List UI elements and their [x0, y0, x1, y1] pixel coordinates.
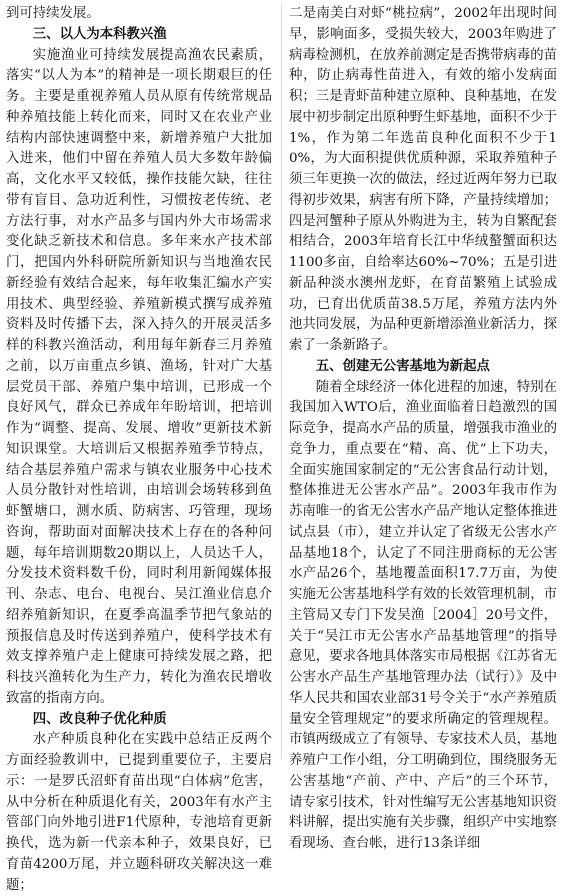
section-4-paragraph: 水产种质良种化在实践中总结正反两个方面经验教训中，已提到重要位子，主要启示：一是罗氏沼虾育苗出现“白体病”危害，从中分析在种质退化有关，2003年有水产主管部门向外地引进F1代原种，专池培育更新换代，选为新一代亲本种子，效果良好，已育苗4200万尾，并立题科研攻关解决这一难题；	[6, 732, 272, 893]
section-heading-3: 三、以人为本科教兴渔	[32, 26, 167, 42]
section-5-paragraph: 随着全球经济一体化进程的加速，特别在我国加入WTO后，渔业面临着日趋激烈的国际竞争，提高水产品的质量，增强我市渔业的竞争力，重点要在“精、高、优”上下功夫，全面实施国家制定的“无公害食品行动计划，整体推进无公害水产品”。2003年我市作为苏南唯一的省无公害水产品产地认定整体推进试点县（市），建立并认定了省级无公害水产品基地18个，认定了不同注册商标的无公害水产品26个，基地覆盖面积17.7万亩，为使实施无公害基地科学有效的长效管理机制，市主管局又专门下发吴渔［2004］20号文件，关于“吴江市无公害水产品基地管理”的指导意见，要求各地具体落实市局根据《江苏省无公害水产品生产基地管理办法（试行）》及中华人民共和国农业部31号令关于“水产养殖质量安全管理规定”的要求所确定的管理规程。市镇两级成立了有领导、专家技术人员，基地养殖户工作小组，分工明确到位，围绕服务无公害基地“产前、产中、产后”的三个环节，请专家引技术，针对性编写无公害基地知识资料讲解，提出实施有关步骤，组织产中实地察看现场、查台帐，进行13条详细	[289, 379, 557, 851]
left-column	[6, 4, 272, 896]
section-4-paragraph-continued: 二是南美白对虾“桃拉病”，2002年出现时间早，影响面多，受损失较大，2003年购进了病毒检测机，在放养前测定是否携带病毒的苗种，防止病毒性苗进入，有效的缩小发病面积；三是青虾苗种建立原种、良种基地，在发展中初步制定出原种野生虾基地，面积不少于1%，作为第二年选苗良种化面积不少于10%，为大面积提供优质种源，采取养殖种子须三年更换一次的做法，经过近两年努力已取得初步效果，病害有所下降，产量持续增加；四是河蟹种子原从外购进为主，转为自繁配套相结合，2003年培育长江中华绒螯蟹面积达1100多亩，自给率达60%~70%；五是引进新品种淡水澳州龙虾，在育苗繁殖上试验成功，已育出优质苗38.5万尾，养殖方法内外池共同发展，为品种更新增添渔业新活力，探索了一条新路子。	[289, 6, 557, 353]
column-divider	[281, 4, 282, 759]
section-heading-5: 五、创建无公害基地为新起点	[315, 358, 490, 374]
section-heading-4: 四、改良种子优化种质	[32, 711, 167, 727]
right-column	[289, 4, 557, 855]
section-3-paragraph: 实施渔业可持续发展提高渔农民素质，落实“以人为本”的精神是一项长期艰巨的任务。主要是重视养殖人员从原有传统常规品种养殖技能上转化而来，同时又在农业产业结构内部快速调整中来，新增养殖户大批加入进来，他们中留在养殖人员大多数年龄偏高，文化水平又较低，操作技能欠缺，往往带有盲目、急功近利性，习惯按老传统、老方法行事，对水产品多与国内外大市场需求变化缺乏新技术和信息。多年来水产技术部门，把国内外科研院所新知识与当地渔农民新经验有效结合起来，每年收集汇编水产实用技术、典型经验、养殖新模式撰写成养殖资料及时传播下去，深入持久的开展灵活多样的科教兴渔活动，利用每年新春三月养殖之前，以万亩重点乡镇、渔场，针对广大基层党员干部、养殖户集中培训，已形成一个良好风气，群众已养成年年盼培训，把培训作为“调整、提高、发展、增收”更新技术新知识课堂。大培训后又根据养殖季节特点，结合基层养殖户需求与镇农业服务中心技术人员分散针对性培训，由培训会场转移到鱼虾蟹塘口，测水质、防病害、巧管理，现场咨询，帮助面对面解决技术上存在的各种问题，每年培训期数20期以上，人员达千人，分发技术资料数千份，同时利用新闻媒体报刊、杂志、电台、电视台、吴江渔业信息介绍养殖新知识，在夏季高温季节把气象站的预报信息及时传送到养殖户，使科学技术有效支撑养殖户走上健康可持续发展之路，把科技兴渔转化为生产力，转化为渔农民增收致富的指南方向。	[6, 47, 272, 706]
left-continued-paragraph: 到可持续发展。	[6, 6, 100, 21]
